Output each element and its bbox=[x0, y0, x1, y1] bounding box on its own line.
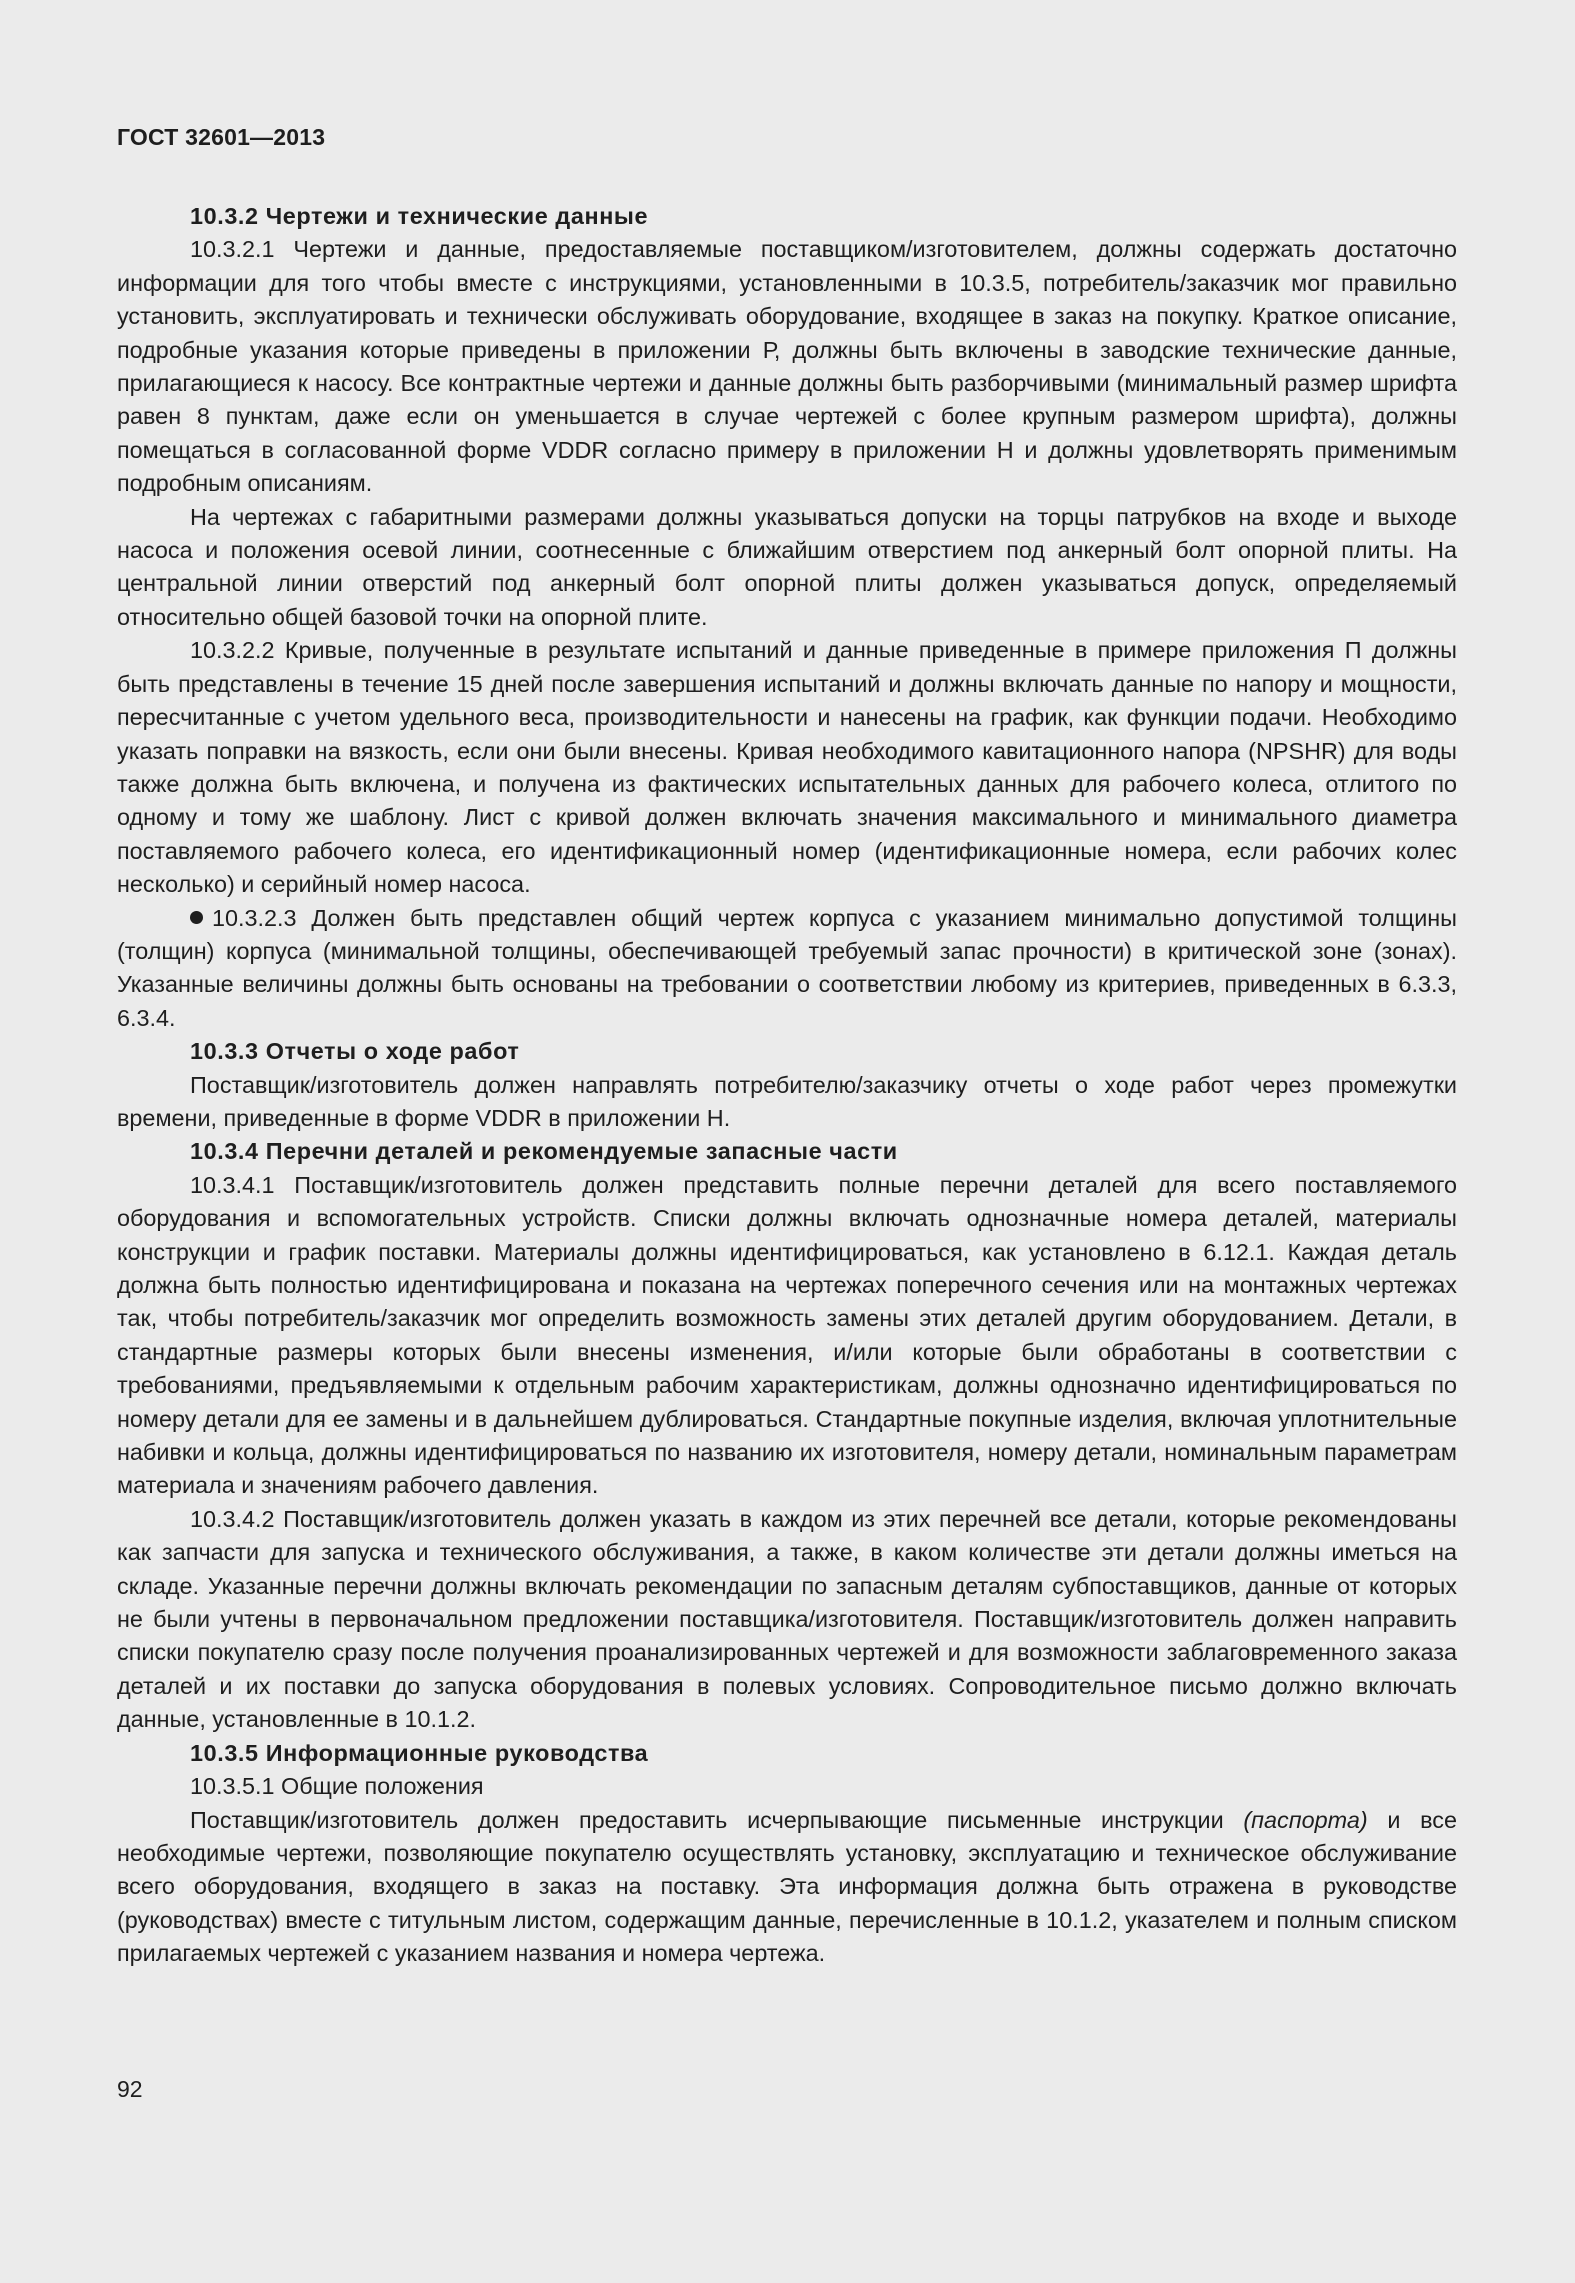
subsection-10-3-5-1: 10.3.5.1 Общие положения bbox=[190, 1773, 484, 1800]
section-heading-10-3-5: 10.3.5 Информационные руководства bbox=[190, 1739, 649, 1766]
paragraph-manuals-italic: (паспорта) bbox=[1243, 1806, 1368, 1833]
paragraph-manuals-part2: и все необходимые чертежи, позволяющие покупателю осуществлять установку, эксплуатацию и техническое обслуживание всего оборудования, входящего в заказ на поставку. Эта информация должна быть отражена в руководстве (руководствах) вместе с титульным листом, содержащим данные, перечисленные в 10.1.2, указателем и полным списком прилагаемых чертежей с указанием названия и номера чертежа. bbox=[117, 1806, 1457, 1967]
paragraph-10-3-2-3-text: 10.3.2.3 Должен быть представлен общий чертеж корпуса с указанием минимально допустимой толщины (толщин) корпуса (минимальной толщины, обеспечивающей требуемый запас прочности) в критической зоне (зонах). Указанные величины должны быть основаны на требовании о соответствии любому из критериев, приведенных в 6.3.3, 6.3.4. bbox=[117, 904, 1457, 1031]
bullet-icon bbox=[190, 911, 203, 924]
paragraph-dimension-tolerances: На чертежах с габаритными размерами должны указываться допуски на торцы патрубков на входе и выходе насоса и положения осевой линии, соотнесенные с ближайшим отверстием под анкерный болт опорной плиты. На центральной линии отверстий под анкерный болт опорной плиты должен указываться допуск, определяемый относительно общей базовой точки на опорной плите. bbox=[117, 503, 1457, 630]
paragraph-progress-reports: Поставщик/изготовитель должен направлять потребителю/заказчику отчеты о ходе работ через промежутки времени, приведенные в форме VDDR в приложении Н. bbox=[117, 1071, 1457, 1131]
section-heading-10-3-4: 10.3.4 Перечни деталей и рекомендуемые запасные части bbox=[190, 1138, 898, 1165]
paragraph-manuals-part1: Поставщик/изготовитель должен предоставить исчерпывающие письменные инструкции bbox=[190, 1806, 1244, 1833]
document-header: ГОСТ 32601—2013 bbox=[117, 124, 326, 150]
paragraph-manuals bbox=[117, 1804, 1457, 1971]
paragraph-10-3-2-1: 10.3.2.1 Чертежи и данные, предоставляемые поставщиком/изготовителем, должны содержать достаточно информации для того чтобы вместе с инструкциями, установленными в 10.3.5, потребитель/заказчик мог правильно установить, эксплуатировать и технически обслуживать оборудование, входящее в заказ на покупку. Краткое описание, подробные указания которые приведены в приложении Р, должны быть включены в заводские технические данные, прилагающиеся к насосу. Все контрактные чертежи и данные должны быть разборчивыми (минимальный размер шрифта равен 8 пунктам, даже если он уменьшается в случае чертежей с более крупным размером шрифта), должны помещаться в согласованной форме VDDR согласно примеру в приложении Н и должны удовлетворять применимым подробным описаниям. bbox=[117, 236, 1457, 497]
page-number: 92 bbox=[117, 2076, 143, 2102]
section-heading-10-3-2: 10.3.2 Чертежи и технические данные bbox=[190, 203, 649, 229]
paragraph-10-3-4-1: 10.3.4.1 Поставщик/изготовитель должен представить полные перечни деталей для всего поставляемого оборудования и вспомогательных устройств. Списки должны включать однозначные номера деталей, материалы конструкции и график поставки. Материалы должны идентифицироваться, как установлено в 6.12.1. Каждая деталь должна быть полностью идентифицирована и показана на чертежах поперечного сечения или на монтажных чертежах так, чтобы потребитель/заказчик мог определить возможность замены этих деталей другим оборудованием. Детали, в стандартные размеры которых были внесены изменения, и/или которые были обработаны в соответствии с требованиями, предъявляемыми к отдельным рабочим характеристикам, должны однозначно идентифицироваться по номеру детали для ее замены и в дальнейшем дублироваться. Стандартные покупные изделия, включая уплотнительные набивки и кольца, должны идентифицироваться по названию их изготовителя, номеру детали, номинальным параметрам материала и значениям рабочего давления. bbox=[117, 1171, 1457, 1499]
paragraph-10-3-2-2: 10.3.2.2 Кривые, полученные в результате испытаний и данные приведенные в примере приложения П должны быть представлены в течение 15 дней после завершения испытаний и должны включать данные по напору и мощности, пересчитанные с учетом удельного веса, производительности и нанесены на график, как функции подачи. Необходимо указать поправки на вязкость, если они были внесены. Кривая необходимого кавитационного напора (NPSHR) для воды также должна быть включена, и получена из фактических испытательных данных для рабочего колеса, отлитого по одному и тому же шаблону. Лист с кривой должен включать значения максимального и минимального диаметра поставляемого рабочего колеса, его идентификационный номер (идентификационные номера, если рабочих колес несколько) и серийный номер насоса. bbox=[117, 637, 1457, 898]
document-body bbox=[117, 200, 1457, 1971]
section-heading-10-3-3: 10.3.3 Отчеты о ходе работ bbox=[190, 1038, 520, 1065]
paragraph-10-3-4-2: 10.3.4.2 Поставщик/изготовитель должен указать в каждом из этих перечней все детали, которые рекомендованы как запчасти для запуска и технического обслуживания, а также, в каком количестве эти детали должны иметься на складе. Указанные перечни должны включать рекомендации по запасным деталям субпоставщиков, данные от которых не были учтены в первоначальном предложении поставщика/изготовителя. Поставщик/изготовитель должен направить списки покупателю сразу после получения проанализированных чертежей и для возможности заблаговременного заказа деталей и их поставки до запуска оборудования в полевых условиях. Сопроводительное письмо должно включать данные, установленные в 10.1.2. bbox=[117, 1505, 1457, 1733]
paragraph-10-3-2-3 bbox=[117, 902, 1457, 1036]
